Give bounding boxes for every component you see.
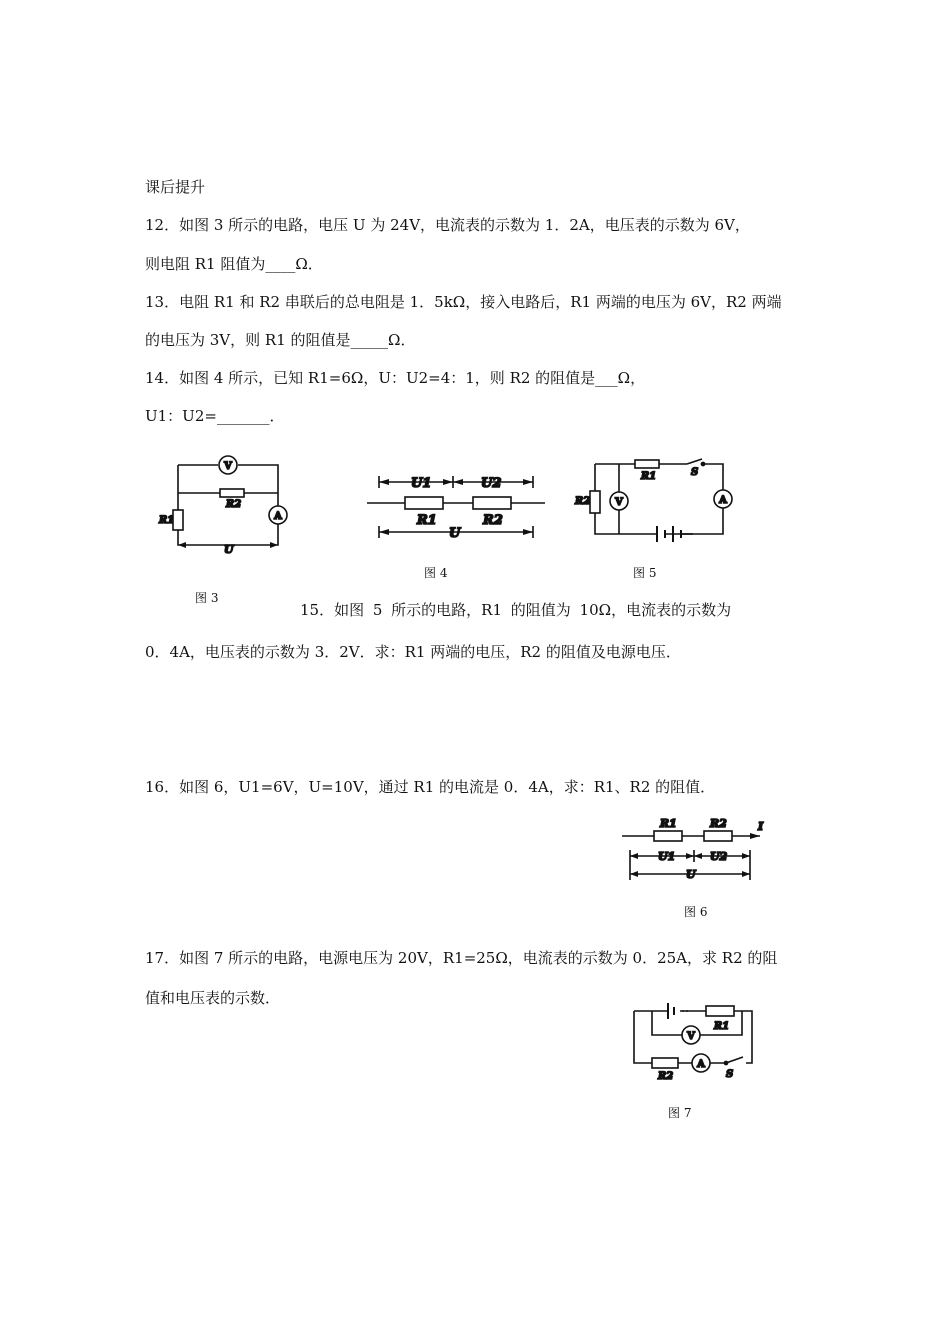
r2-resistor [473,497,511,509]
question-13-line-2: 的电压为 3V，则 R1 的阻值是_____Ω． [145,331,416,349]
figure-5-caption: 图 5 [633,566,657,580]
fig5-a-label: A [719,495,727,506]
figure-5-circuit [575,458,735,543]
fig5-s-label: S [691,467,699,478]
r1-resistor [173,510,183,530]
question-13-line-1: 13．电阻 R1 和 R2 串联后的总电阻是 1．5kΩ，接入电路后，R1 两端的电压为 6V，R2 两端 [145,293,782,311]
fig6-r1-label: R1 [660,817,677,830]
question-14-line-1: 14．如图 4 所示，已知 R1=6Ω，U：U2=4：1，则 R2 的阻值是___Ω， [145,369,646,387]
figure-3-caption: 图 3 [195,591,219,605]
fig4-u1-label: U1 [411,476,432,491]
figure-7-circuit [630,993,760,1083]
question-16-line-1: 16．如图 6，U1=6V，U=10V，通过 R1 的电流是 0．4A，求：R1、R2 的阻值． [145,778,716,796]
fig3-r1-label: R1 [159,515,175,526]
r2-resistor [704,831,732,841]
figure-4-caption: 图 4 [424,566,448,580]
fig5-v-label: V [615,497,623,508]
fig3-a-label: A [274,511,282,522]
question-12-line-1: 12．如图 3 所示的电路，电压 U 为 24V，电流表的示数为 1．2A，电压表的示数为 6V， [145,216,750,234]
question-14-line-2: U1：U2=_______． [145,407,285,425]
question-15-line-1: 15．如图 5 所示的电路，R1 的阻值为 10Ω，电流表的示数为 [300,601,732,619]
fig3-u-label: U [224,543,234,556]
fig6-u-label: U [686,868,696,881]
fig5-r2-label: R2 [575,496,591,507]
figure-4-circuit [365,470,550,545]
question-17-line-2: 值和电压表的示数． [145,989,281,1007]
fig7-r1-label: R1 [714,1021,730,1032]
r1-resistor [654,831,682,841]
question-12-line-2: 则电阻 R1 阻值为____Ω． [145,255,323,273]
r2-resistor [590,491,600,513]
fig7-v-label: V [687,1031,695,1042]
fig6-u1-label: U1 [658,850,676,863]
fig7-a-label: A [697,1059,705,1070]
r2-resistor [652,1058,678,1068]
fig7-r2-label: R2 [658,1071,674,1082]
fig3-r2-label: R2 [226,499,242,510]
fig6-u2-label: U2 [710,850,728,863]
r1-resistor [706,1006,734,1016]
r1-resistor [405,497,443,509]
fig6-r2-label: R2 [710,817,727,830]
question-17-line-1: 17．如图 7 所示的电路，电源电压为 20V，R1=25Ω，电流表的示数为 0．25A，求 R2 的阻 [145,949,778,967]
figure-7-caption: 图 7 [668,1106,692,1120]
fig7-s-label: S [726,1069,734,1080]
r1-resistor [635,460,659,468]
section-title: 课后提升 [145,178,206,196]
figure-6-circuit [620,812,770,884]
fig4-r2-label: R2 [483,513,503,528]
figure-6-caption: 图 6 [684,905,708,919]
fig4-u-label: U [449,526,461,541]
r2-resistor [220,489,244,497]
fig4-r1-label: R1 [417,513,437,528]
fig6-i-label: I [758,820,764,833]
figure-3-circuit [158,455,298,560]
fig3-v-label: V [224,461,232,472]
fig4-u2-label: U2 [481,476,502,491]
fig5-r1-label: R1 [641,471,657,482]
question-15-line-2: 0．4A，电压表的示数为 3．2V．求：R1 两端的电压，R2 的阻值及电源电压． [145,643,681,661]
